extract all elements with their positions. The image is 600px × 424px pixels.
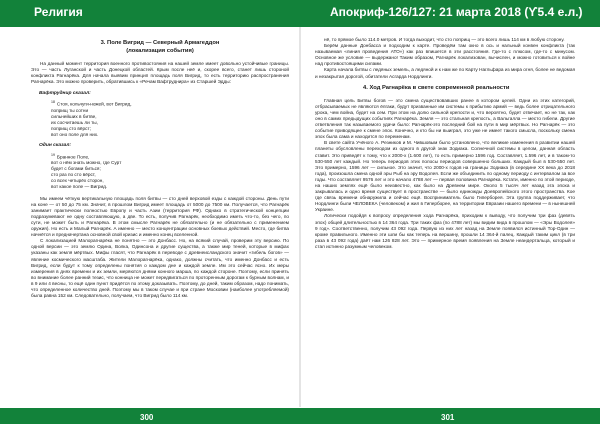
header-bar bbox=[0, 0, 600, 27]
poem2-text: Бранное Поле, вот о нём знать можно, где Сурт будет с богами биться; сто раз по сто вёрст, со всех четырёх сторон, вот какое поле — Вигрид. bbox=[51, 154, 122, 189]
right-map-paragraph: Берём данные Донбасса и подходим к карте. Проведём там окно в ось и нальный конвен конфликта (так называемая «линия проведения АТО») как раз впишется в эти расстояния. Где-то с плюсом, где-то с минусом. Основное же условие — выдержано! Таким образом, Рагнарёк локализован, вычислен, и можно готовиться к войне над противостоящими силами. bbox=[315, 43, 575, 67]
intro-paragraph: На данный момент территория военного противостояния на нашей земле имеет довольно устойчивые границы. Это — часть Луганской и часть Донецкой областей. Крым после неё и, скорее всего, станет лишь стороной конфликта Рагнарёка. Для начала выявим принцип площадь поля Вигрид, то есть территорию распространения Рагнарёка. Это можно проверить, обратившись к «Речам Вафтруднира» из Старшей Эдды: bbox=[31, 61, 289, 85]
poem1-stanza-number: 18 bbox=[51, 100, 55, 105]
poem2-stanza-number: 19 bbox=[51, 152, 55, 157]
section-4-title: 4. Ход Рагнарёка в свете современной реальности bbox=[363, 84, 510, 91]
right-zodiac-paragraph: В свете сайта Учёного А. Резников и М. Чившовым было установлено, что великие изменения в развитии нашей планеты обусловлены переходом из одного в другой знак Зодиака. Солнечной системы в целом, данная область ставит. Это приведёт к тому, что к 2000-х (1.600 лет), то есть примерно 1596 год. Составляет, 1.596 лет, и в таком-то 530-550 лет каждый. Но теперь периодов этих полосы периодов совершенно больших. Каждый был в 530-550 лет. Это примерно, 1596 лет — сильное. Это значит, что 2000-х годов на границы Зодиака (в середине ХХ века до 2018 года), произошла смена одной эры Рыб на эру Водолея. Если же объединить по одному периоду с интервалом за все годы. Что составляет 9576 лет и это начало 4788 лет — первая половина Рагнарёка. Кстати, именно по этой периоде, на наших землях ещё было неизвестно, как было на Древнем мире. Около 5 тысяч лет назад эта эпоха и закрывалась и одно время существует в пространстве — было единожды Доевропейского этого пространства. Кое где связь времени обнаружила и сейчас ещё. Восприниматель было Гиперборея. Эта группа поддерживает, что Нордлинги были ЧЕЛОВЕКА (человеком) и жил в Гиперборее, на территории Евразии нашего времени — в нынешней Украине. bbox=[315, 140, 575, 213]
paragraph-localization: С локализацией Малорагнарёка не понятно — это Донбасс. Но, на всякий случай, проверим эту версию. По одной версии — это землю Одина, Волка, Одинсона и другие существа, а также мир теней, которые в мифах указаны как земля мёртвых. Мифы гласят, что Рагнарёк в переводе с древнеисландского значит «гибель богов» — явление космического масштаба. Жители Малорагнарёка, однако, должны считать, что именно Донбасс и есть Вигрид, если будут к тому определены понятия о каждом дне и каждой земле. Им это сейчас ясно. Их меры измерения в днях времени и их земли, меряются днями конного марша, по каждой стороне. Поэтому, если принять во внимание более ранний тезис, что конница не может передвигаться по проторенным дорогам к бурным волнам, и в 9 или 4 весны, то ещё один пункт придётся по этому доказывать. Поэтому, до дней, таким образом, надо понимать, что определенное количество дней. Поэтому мы в таком случае и при стране Московии (наиболее употребляемой) была равна 152 км. Следовательно, получаем, что Вигрид было 114 км. bbox=[31, 238, 289, 299]
right-page-column bbox=[315, 37, 575, 401]
poem1-text: Стоя, кольчуги-ножей, вот Вигрид, поприщ ты сотни сильнейших в битве, их сосчитаешь ли ты, поприщ сто вёрст; вот оно поле для них. bbox=[51, 102, 132, 137]
left-page-header-title: Религия bbox=[34, 5, 83, 19]
section-3-title-line1: 3. Поле Вигрид — Северный Армагеддон bbox=[100, 40, 220, 46]
paragraph-vigrid-size: Мы имеем чёткую вертикальную площадь поля битвы — сто дней верховой езды с каждой стороны. День пути на коне — от 50 до 75 км. Значит, в прошлом Вигрид имеет площадь от 5000 до 7500 км. Получается, что Рагнарёк занимает практически полностью Европу и часть Азии (территория РФ). Однако в стратегической концепции подразумевают не одну составляющую, а две. То есть, получив Рагнарёк, необходимо иметь что-то, без чего, по сути, не может быть и Рагнарёка. В этом смысле Рагнарёк не обязательно (и не обязательно с применением оружия). Но есть и Малый Рагнарёк. А именно — место концентрации основных боевых действий. Место, где битва начнётся и предначертана основной свой кризис и именно конец вселенной. bbox=[31, 195, 289, 238]
right-page-number: 301 bbox=[441, 413, 455, 422]
poem2-speaker: Один сказал: bbox=[39, 143, 72, 149]
right-phases-paragraph: Логически подойдя к вопросу определения хода Рагнарёка, приходим к выводу, что получим три фаз (девять эпох) общей длительностью в 14 364 года. Три таких фаз (по 4788 лет) мы видим вида в прошлом — «Эры Водолея» 9 год». Соответственно, получим 43 092 года. Первую из них лет назад на Земле появился истинный Тор-Один — кроме правильного. Именно эти шли бы как теперь на вершину, прошли 14 364-й палец. Каждый таким цикл (в три раза в 43 092 года) даёт нам 126 828 лет. Это — примерное время появления на Земле неандертальца, который и стал истинно разумным человеком. bbox=[315, 213, 575, 249]
right-page-header-title: Апокриф-126/127: 21 марта 2018 (ϒ5.4 е.л.) bbox=[330, 5, 583, 19]
poem2-stanza bbox=[51, 153, 289, 190]
left-page-number: 300 bbox=[140, 413, 154, 422]
footer-bar bbox=[0, 408, 600, 424]
section-3-title bbox=[31, 39, 289, 55]
section-3-title-line2: (локализация события) bbox=[126, 48, 194, 54]
right-continuation-paragraph: нё, то прямое было 114.0 метров. И тогда выходит, что сто поприщ — это всего лишь 114 км в любую сторону. bbox=[324, 37, 565, 42]
page-gutter bbox=[299, 27, 301, 407]
left-page-column bbox=[31, 37, 289, 401]
poem1-stanza bbox=[51, 100, 289, 137]
right-battle-paragraph: Карта начала битвы с ледяных земель, а ледяной и к нам же по Карту Нагльфара из мира огня, более не ведомая и незакрытая дорогой, обитатели Асгарда Нордлинги. bbox=[315, 67, 575, 79]
right-goal-paragraph: Главная цель Битвы богов — это смена существовавших ранее в котором целей. Одни из этих категорий, отбрасываемых не являются ёлгаки, будут призванные им системы к прибытию армий — ведь более отрицательного урока, чем война, будет на сем. При этом на долю сильной крепости и, что вероятно, будет отвечает, но не так, как оно в самих предыдущих событиях Рагнарёка. Земля — это стальная крепость, а Вальгалла — место гибели. Другие ответвления так называемого удачи было: Рагнарёк-это последний бой на пути в мир мёртвых. Но Рагнарёк — это событие приводящее к смене эпох. Конечно, и кто бы ни выиграл, это уже не имеет такого смысла, поскольку смена эпох была сама и находится по переменам. bbox=[315, 97, 575, 140]
poem1-speaker: Вафтруднир сказал: bbox=[39, 91, 91, 97]
